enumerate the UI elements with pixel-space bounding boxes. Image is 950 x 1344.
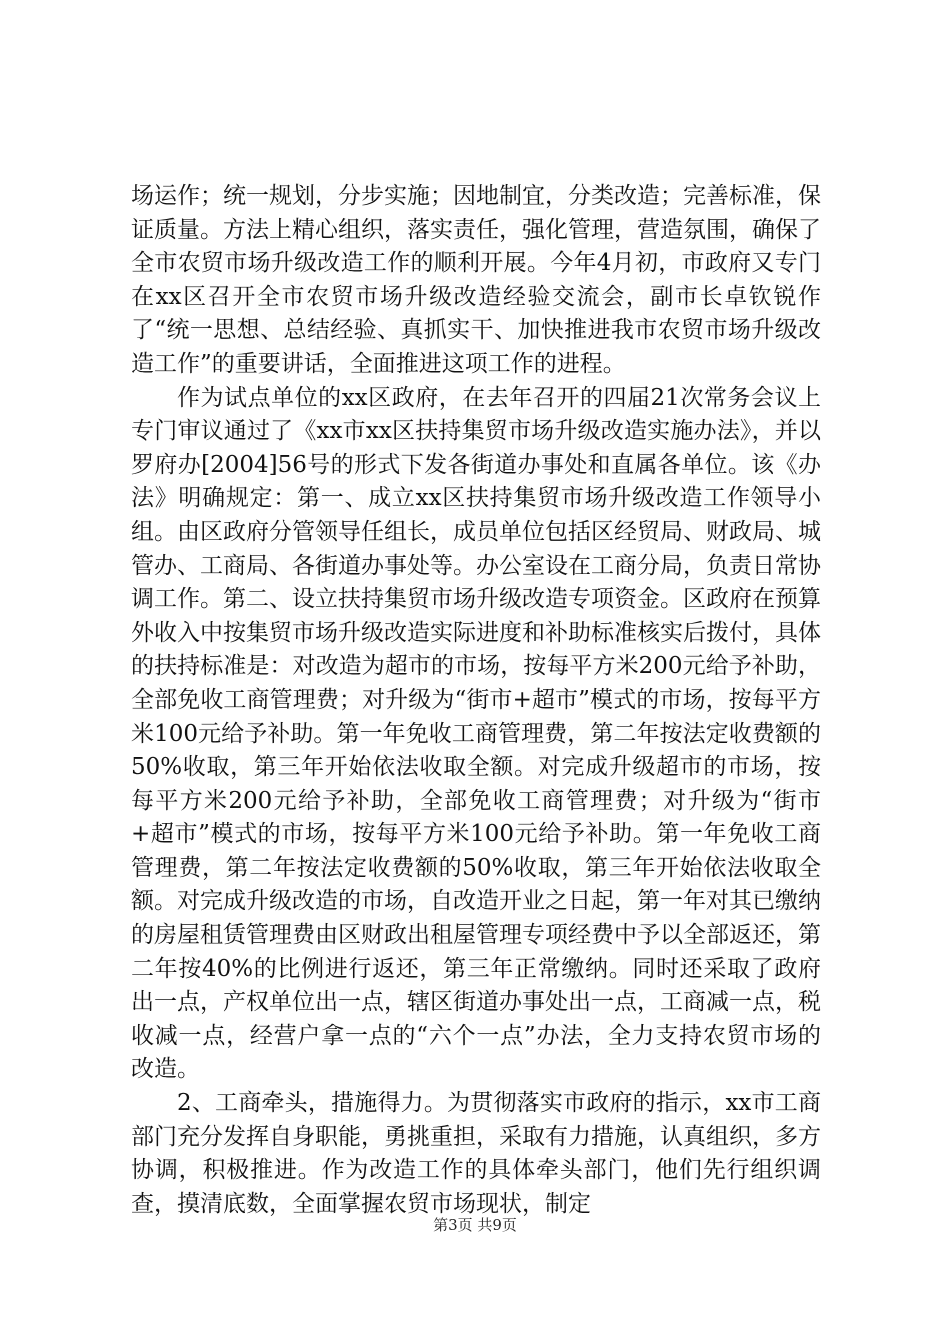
paragraph-pilot-district: 作为试点单位的xx区政府，在去年召开的四届21次常务会议上专门审议通过了《xx市xx区扶持集贸市场升级改造实施办法》，并以罗府办[2004]56号的形式下发各街道办事处和直属各单位。该《办法》明确规定：第一、成立xx区扶持集贸市场升级改造工作领导小组。由区政府分管领导任组长，成员单位包括区经贸局、财政局、城管办、工商局、各街道办事处等。办公室设在工商分局，负责日常协调工作。第二、设立扶持集贸市场升级改造专项资金。区政府在预算外收入中按集贸市场升级改造实际进度和补助标准核实后拨付，具体的扶持标准是：对改造为超市的市场，按每平方米200元给予补助，全部免收工商管理费；对升级为“街市+超市”模式的市场，按每平方米100元给予补助。第一年免收工商管理费，第二年按法定收费额的50%收取，第三年开始依法收取全额。对完成升级超市的市场，按每平方米200元给予补助，全部免收工商管理费；对升级为“街市+超市”模式的市场，按每平方米100元给予补助。第一年免收工商管理费，第二年按法定收费额的50%收取，第三年开始依法收取全额。对完成升级改造的市场，自改造开业之日起，第一年对其已缴纳的房屋租赁管理费由区财政出租屋管理专项经费中予以全部返还，第二年按40%的比例进行返还，第三年正常缴纳。同时还采取了政府出一点，产权单位出一点，辖区街道办事处出一点，工商减一点，税收减一点，经营户拿一点的“六个一点”办法，全力支持农贸市场的改造。	[131, 384, 821, 1083]
document-body	[131, 180, 821, 1221]
paragraph-industry-commerce: 2、工商牵头，措施得力。为贯彻落实市政府的指示，xx市工商部门充分发挥自身职能，勇挑重担，采取有力措施，认真组织，多方协调，积极推进。作为改造工作的具体牵头部门，他们先行组织调查，摸清底数，全面掌握农贸市场现状，制定	[131, 1090, 821, 1217]
paragraph-continuation: 场运作；统一规划，分步实施；因地制宜，分类改造；完善标准，保证质量。方法上精心组织，落实责任，强化管理，营造氛围，确保了全市农贸市场升级改造工作的顺利开展。今年4月初，市政府又专门在xx区召开全市农贸市场升级改造经验交流会，副市长卓钦锐作了“统一思想、总结经验、真抓实干、加快推进我市农贸市场升级改造工作”的重要讲话，全面推进这项工作的进程。	[131, 183, 821, 377]
page-number-footer: 第3页 共9页	[433, 1216, 517, 1234]
